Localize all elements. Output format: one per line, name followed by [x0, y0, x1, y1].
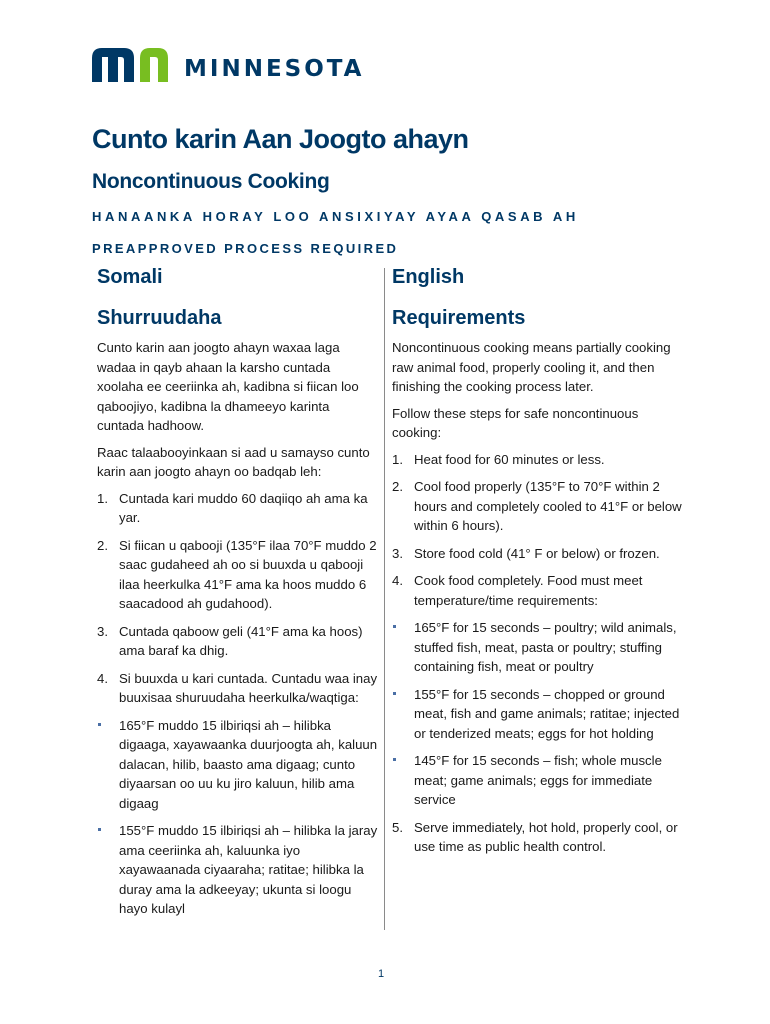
english-steps-list	[392, 450, 682, 611]
list-item	[97, 669, 379, 708]
english-steps-list-continued	[392, 818, 682, 857]
english-language-label: English	[392, 266, 465, 288]
list-item	[392, 544, 682, 564]
step-text: Cool food properly (135°F to 70°F within 2 hours and completely cooled to 41°F or below within 6 hours).	[414, 479, 682, 533]
bullet-text: 155°F for 15 seconds – chopped or ground meat, fish and game animals; ratitae; injected or tenderized meats; eggs for hot holding	[414, 686, 680, 741]
step-number: 3.	[97, 623, 108, 639]
somali-steps-list	[97, 489, 379, 708]
logo-wordmark: MINNESOTA	[184, 56, 365, 82]
bullet-text: 165°F muddo 15 ilbiriqsi ah – hilibka digaaga, xayawaanka duurjoogta ah, kaluun dalacan, hilib, baasto ama digaag; cunto diyaarsan oo uu ku jiro kaluun, hilib ama digaag	[119, 717, 378, 811]
bullet-icon	[393, 758, 396, 761]
somali-bullets-list	[97, 716, 379, 919]
step-text: Serve immediately, hot hold, properly cool, or use time as public health control.	[414, 819, 678, 854]
english-steps-intro: Follow these steps for safe noncontinuous cooking:	[392, 405, 639, 440]
list-item	[97, 622, 379, 661]
english-column	[392, 264, 682, 865]
somali-steps-intro: Raac talaabooyinkaan si aad u samayso cunto karin aan joogto ahayn oo badqab leh:	[97, 444, 370, 479]
list-item	[392, 477, 682, 536]
list-item	[392, 818, 682, 857]
step-number: 2.	[97, 537, 108, 553]
step-text: Heat food for 60 minutes or less.	[414, 451, 605, 467]
list-item	[392, 571, 682, 610]
process-required-english: PREAPPROVED PROCESS REQUIRED	[92, 241, 399, 256]
bullet-icon	[393, 625, 396, 628]
bullet-text: 155°F muddo 15 ilbiriqsi ah – hilibka la jaray ama ceeriinka ah, kaluunka iyo xayawaanada ciyaaraha; ratitae; hilibka la duray ama la adkeeyay; ukunta si loogu hayo kulayl	[119, 823, 378, 916]
bullet-text: 145°F for 15 seconds – fish; whole muscle meat; game animals; eggs for immediate service	[414, 753, 662, 807]
list-item	[97, 536, 379, 614]
bullet-icon	[98, 828, 101, 831]
step-number: 1.	[392, 451, 403, 467]
english-bullets-list	[392, 618, 682, 810]
step-text: Cook food completely. Food must meet temperature/time requirements:	[414, 573, 643, 608]
step-number: 4.	[97, 670, 108, 686]
list-item	[97, 821, 379, 919]
bullet-icon	[98, 723, 101, 726]
column-divider	[384, 268, 385, 930]
list-item	[392, 751, 682, 810]
step-number: 1.	[97, 490, 108, 506]
page-number: 1	[378, 968, 385, 980]
step-text: Cuntada qaboow geli (41°F ama ka hoos) ama baraf ka dhig.	[119, 623, 363, 658]
somali-column	[97, 264, 379, 927]
step-text: Si fiican u qabooji (135°F ilaa 70°F muddo 2 saac gudaheed ah oo si buuxda u qabooji ilaa heerkulka 41°F ama ka hoos muddo 6 saacadood ah gudahood).	[119, 537, 377, 611]
bullet-icon	[393, 692, 396, 695]
step-number: 5.	[392, 819, 403, 835]
english-heading: Requirements	[392, 307, 526, 329]
process-required-somali: HANAANKA HORAY LOO ANSIXIYAY AYAA QASAB AH	[92, 209, 579, 224]
list-item	[392, 450, 682, 470]
bullet-text: 165°F for 15 seconds – poultry; wild animals, stuffed fish, meat, pasta or poultry; stuffing containing fish, meat or poultry	[414, 620, 677, 674]
list-item	[392, 685, 682, 744]
step-text: Store food cold (41° F or below) or frozen.	[414, 545, 660, 561]
step-number: 3.	[392, 545, 403, 561]
list-item	[97, 716, 379, 814]
step-text: Si buuxda u kari cuntada. Cuntadu waa inay buuxisaa shuruudaha heerkulka/waqtiga:	[119, 670, 378, 705]
step-number: 4.	[392, 573, 403, 588]
somali-language-label: Somali	[97, 266, 163, 288]
list-item	[392, 618, 682, 677]
step-number: 2.	[392, 479, 403, 494]
somali-heading: Shurruudaha	[97, 307, 222, 329]
somali-intro: Cunto karin aan joogto ahayn waxaa laga wadaa in qayb ahaan la karsho cuntada xoolaha ee ceeriinka ah, kadibna si fiican loo qaboojiyo, kadibna la dhameeyo karinta cuntada hadhoow.	[97, 340, 359, 433]
step-text: Cuntada kari muddo 60 daqiiqo ah ama ka yar.	[119, 490, 368, 525]
page-title: Cunto karin Aan Joogto ahayn	[92, 124, 469, 154]
page-subtitle: Noncontinuous Cooking	[92, 170, 330, 193]
english-intro: Noncontinuous cooking means partially cooking raw animal food, properly cooling it, and then finishing the cooking process later.	[392, 340, 671, 394]
list-item	[97, 489, 379, 528]
